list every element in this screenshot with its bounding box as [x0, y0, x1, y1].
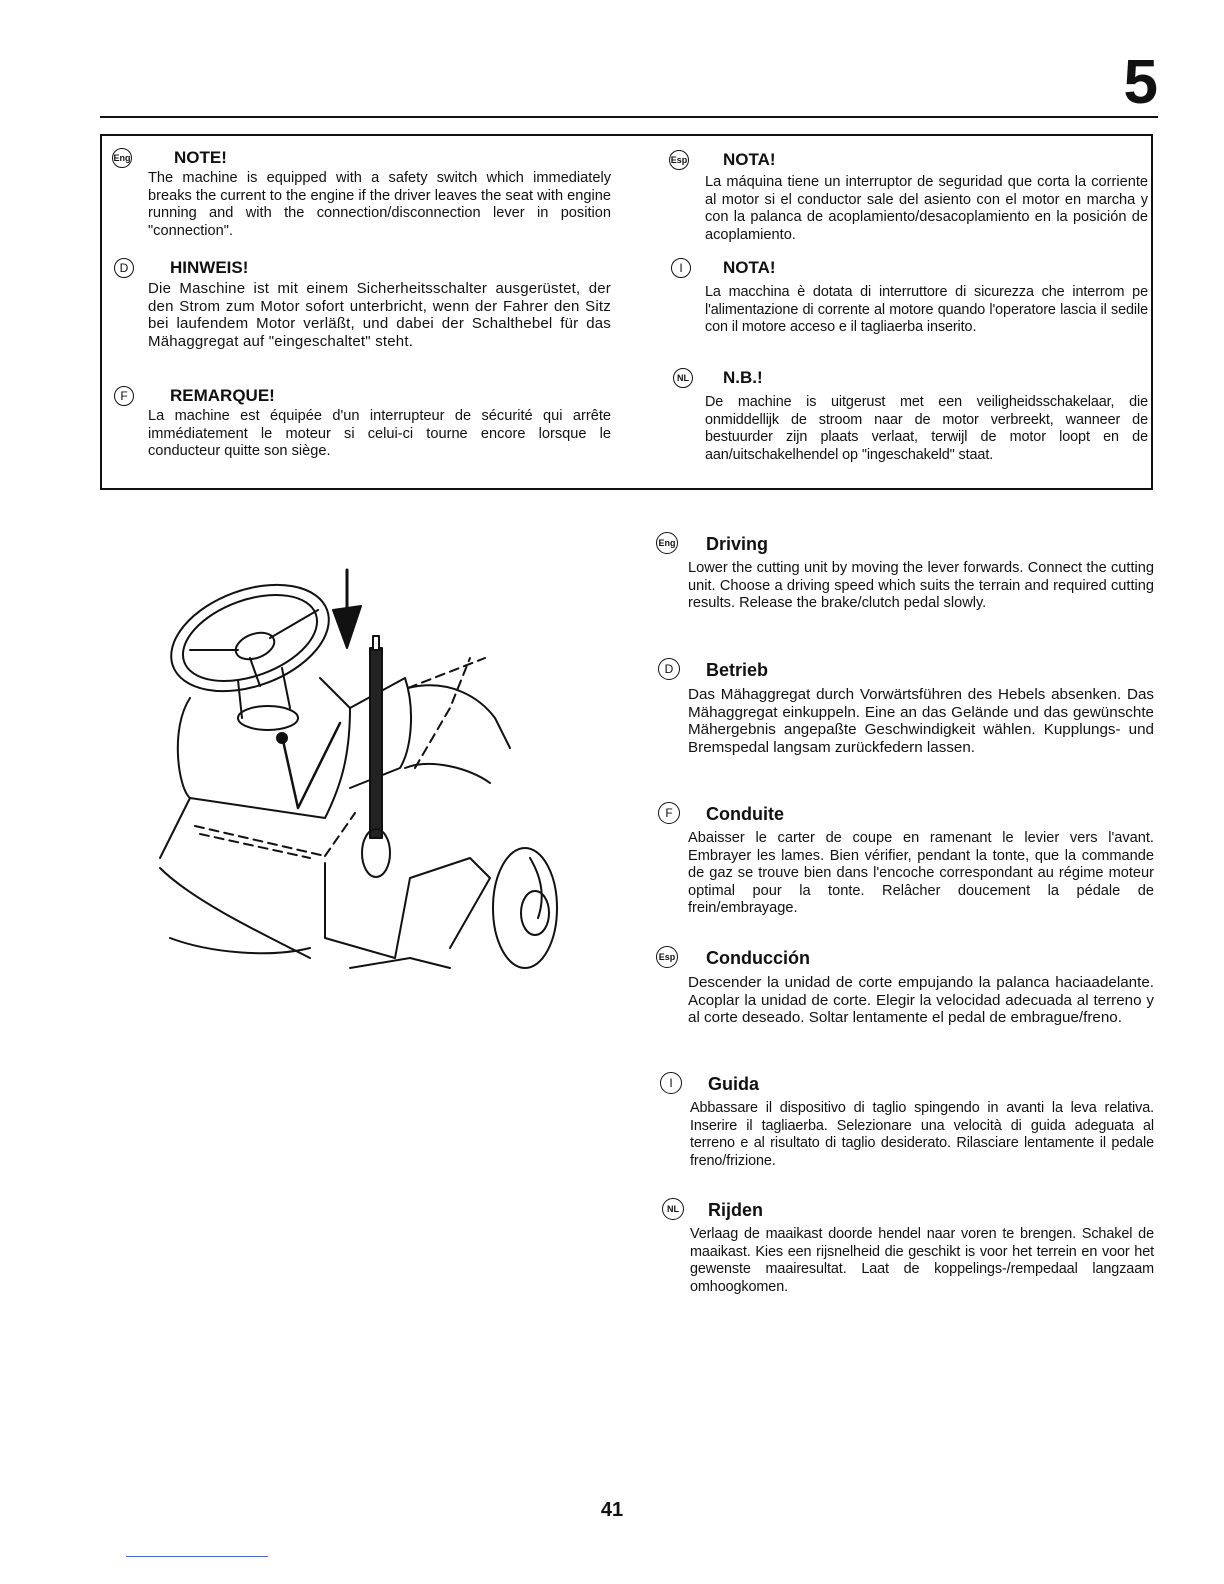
- section-text: Abaisser le carter de coupe en ramenant le levier vers l'avant. Embrayer les lames. Bien vérifier, pendant la tonte, que la commande de gaz se trouve bien dans l'encoche correspondant au régime moteur optimal pour la tonte. Relâcher doucement la pédale de frein/embrayage.: [688, 830, 1154, 917]
- lang-badge-icon: D: [114, 258, 134, 278]
- note-heading: NOTE!: [174, 148, 227, 167]
- lang-badge-icon: I: [671, 258, 691, 278]
- steering-hub: [232, 628, 278, 664]
- lang-badge-icon: Esp: [669, 150, 689, 170]
- note-heading: REMARQUE!: [170, 386, 275, 405]
- column-base: [238, 706, 298, 730]
- section-heading: Conduite: [706, 804, 784, 824]
- chapter-number: 5: [1123, 48, 1158, 117]
- section-heading: Conducción: [706, 948, 810, 968]
- note-text: La macchina è dotata di interruttore di sicurezza che interrom pe l'alimentazione di corrente al motore quando l'operatore lascia il sedile con il motore acceso e il tagliaerba inserito.: [705, 284, 1148, 336]
- section-text: Lower the cutting unit by moving the lever forwards. Connect the cutting unit. Choose a driving speed which suits the terrain and required cutting results. Release the brake/clutch pedal slowly.: [688, 560, 1154, 612]
- section-heading: Driving: [706, 534, 769, 554]
- lang-badge-icon: NL: [673, 368, 693, 388]
- lang-badge-icon: Eng: [656, 532, 678, 554]
- lang-badge-icon: F: [114, 386, 134, 406]
- page-number: 41: [600, 1499, 624, 1521]
- steering-wheel-outer: [157, 565, 344, 711]
- lang-badge-icon: I: [660, 1072, 682, 1094]
- lang-badge-icon: Eng: [112, 148, 132, 168]
- note-text: De machine is uitgerust met een veiligheidsschakelaar, die onmiddellijk de stroom naar de motor verbreekt, wanneer de bestuurder zijn plaats verlaat, terwijl de motor loopt en de aan/uitschakelhendel op "ingeschakeld" staat.: [705, 394, 1148, 463]
- cutting-lever: [370, 648, 382, 838]
- section-heading: Betrieb: [706, 660, 769, 680]
- header-rule: [100, 116, 1158, 118]
- tractor-lever-illustration: [150, 558, 570, 978]
- note-text: The machine is equipped with a safety switch which immediately breaks the current to the engine if the driver leaves the seat with engine running and with the connection/disconnection lever in position "connection".: [148, 170, 611, 239]
- section-text: Abbassare il dispositivo di taglio spingendo in avanti la leva relativa. Inserire il tagliaerba. Selezionare una velocità di guida adeguata al terreno e al risultato di taglio desiderato. Rilasciare lentamente il pedale freno/frizione.: [690, 1100, 1154, 1169]
- section-heading: Rijden: [708, 1200, 764, 1220]
- down-arrow-icon: [333, 606, 361, 648]
- section-text: Das Mähaggregat durch Vorwärtsführen des Hebels absenken. Das Mähaggregat einkuppeln. Eine an das Gelände und das gewünschte Mähergebnis angepaßte Geschwindigkeit wählen. Kupplungs- und Bremspedal langsam zurückfedern lassen.: [688, 686, 1154, 756]
- footer-rule: [126, 1556, 268, 1557]
- wheel-spokes: [190, 610, 318, 686]
- section-text: Descender la unidad de corte empujando la palanca haciaadelante. Acoplar la unidad de corte. Elegir la velocidad adecuada al terreno y al corte deseado. Soltar lentamente el pedal de embrague/freno.: [688, 974, 1154, 1027]
- note-heading: NOTA!: [723, 150, 776, 169]
- lang-badge-icon: NL: [662, 1198, 684, 1220]
- note-text: La máquina tiene un interruptor de seguridad que corta la corriente al motor si el conductor sale del asiento con el motor en marcha y con la palanca de acoplamiento/desacoplamiento en la posición de acoplamiento.: [705, 174, 1148, 243]
- footboard: [325, 858, 490, 958]
- note-text: La machine est équipée d'un interrupteur de sécurité qui arrête immédiatement le moteur si celui-ci tourne encore lorsque le conducteur quitte son siège.: [148, 408, 611, 460]
- note-text: Die Maschine ist mit einem Sicherheitsschalter ausgerüstet, der den Strom zum Motor sofort unterbricht, wenn der Fahrer den Sitz bei laufendem Motor verläßt, und dabei der Schalthebel für das Mähaggregat auf "eingeschaltet" steht.: [148, 280, 611, 350]
- lang-badge-icon: F: [658, 802, 680, 824]
- note-heading: NOTA!: [723, 258, 776, 277]
- lang-badge-icon: D: [658, 658, 680, 680]
- note-heading: N.B.!: [723, 368, 763, 387]
- rear-wheel: [493, 848, 557, 968]
- note-heading: HINWEIS!: [170, 258, 249, 277]
- section-heading: Guida: [708, 1074, 760, 1094]
- lang-badge-icon: Esp: [656, 946, 678, 968]
- section-text: Verlaag de maaikast doorde hendel naar voren te brengen. Schakel de maaikast. Kies een rijsnelheid die geschikt is voor het terrein en voor het gewenste maairesultat. Laat de koppelings-/rempedaal langzaam omhoogkomen.: [690, 1226, 1154, 1295]
- steering-wheel-inner: [171, 578, 329, 697]
- safety-note-box: [100, 134, 1153, 490]
- hood-outline: [178, 678, 350, 818]
